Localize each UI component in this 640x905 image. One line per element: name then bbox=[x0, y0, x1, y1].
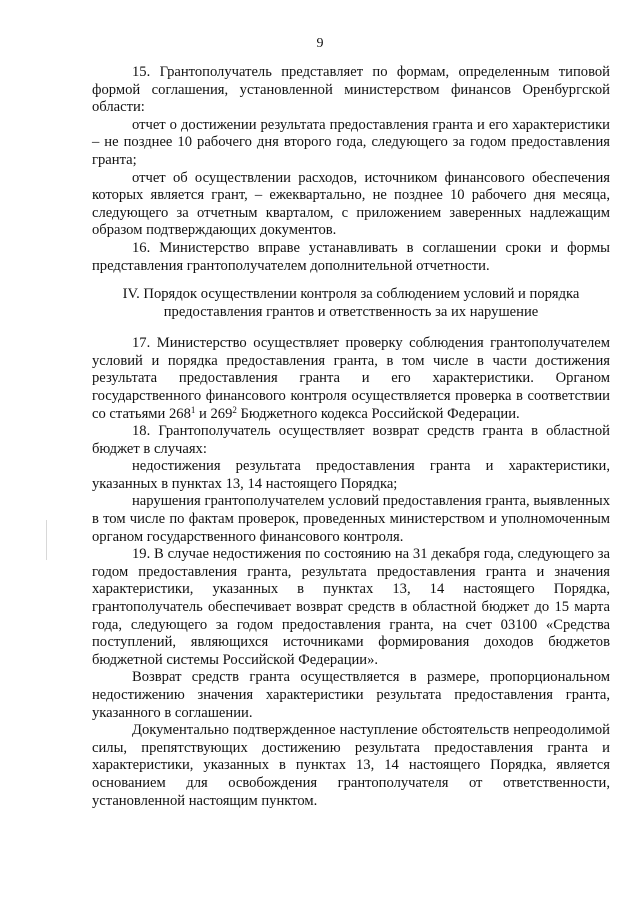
margin-mark bbox=[46, 520, 47, 560]
document-body bbox=[92, 64, 610, 810]
paragraph-15: 15. Грантополучатель представляет по формам, определенным типовой формой соглашения, установленной министерством финансов Оренбургской области: bbox=[92, 64, 610, 116]
section-heading: IV. Порядок осуществлении контроля за соблюдением условий и порядка предоставления грантов и ответственность за их нарушение bbox=[122, 286, 580, 321]
paragraph-19: 19. В случае недостижения по состоянию на 31 декабря года, следующего за годом предоставления гранта, результата предоставления гранта и значения характеристики, указанных в пунктах 13, 14 настоящего Порядка, грантополучатель обеспечивает возврат средств в областной бюджет до 15 марта года, следующего за годом предоставления гранта, на счет 03100 «Средства поступлений, являющихся источниками формирования доходов бюджетов бюджетной системы Российской Федерации». bbox=[92, 546, 610, 668]
paragraph-15-report-2: отчет об осуществлении расходов, источником финансового обеспечения которых является грант, – ежеквартально, не позднее 10 рабочего дня месяца, следующего за отчетным кварталом, с приложением заверенных надлежащим образом подтверждающих документов. bbox=[92, 169, 610, 239]
p17-text-1: 17. Министерство осуществляет проверку соблюдения грантополучателем условий и порядка предоставления гранта, в том числе в части достижения результата предоставления гранта и его характеристики. Органом государственного финансового контроля осуществляется проверка в соответствии со статьями 268 bbox=[92, 335, 610, 422]
paragraph-15-report-1: отчет о достижении результата предоставления гранта и его характеристики – не позднее 10 рабочего дня второго года, следующего за годом предоставления гранта; bbox=[92, 116, 610, 168]
paragraph-18-case-2: нарушения грантополучателем условий предоставления гранта, выявленных в том числе по фактам проверок, проведенных министерством и уполномоченным органом государственного финансового контроля. bbox=[92, 493, 610, 545]
p17-sup-1: 1 bbox=[190, 404, 196, 415]
paragraph-18-case-1: недостижения результата предоставления гранта и характеристики, указанных в пунктах 13, 14 настоящего Порядка; bbox=[92, 458, 610, 492]
paragraph-16: 16. Министерство вправе устанавливать в соглашении сроки и формы представления грантополучателем дополнительной отчетности. bbox=[92, 239, 610, 274]
paragraph-17 bbox=[92, 335, 610, 423]
p17-sup-2: 2 bbox=[232, 404, 237, 415]
p17-text-2: и 269 bbox=[195, 405, 233, 422]
paragraph-18: 18. Грантополучатель осуществляет возврат средств гранта в областной бюджет в случаях: bbox=[92, 423, 610, 457]
paragraph-19-force-majeure: Документально подтвержденное наступление обстоятельств непреодолимой силы, препятствующих достижению результата предоставления гранта и характеристики, указанных в пунктах 13, 14 настоящего Порядка, является основанием для освобождения грантополучателя от ответственности, установленной настоящим пунктом. bbox=[92, 722, 610, 809]
paragraph-19-refund: Возврат средств гранта осуществляется в размере, пропорциональном недостижению значения характеристики результата предоставления гранта, указанного в соглашении. bbox=[92, 669, 610, 721]
page-number: 9 bbox=[316, 36, 324, 51]
p17-text-3: Бюджетного кодекса Российской Федерации. bbox=[236, 405, 520, 422]
